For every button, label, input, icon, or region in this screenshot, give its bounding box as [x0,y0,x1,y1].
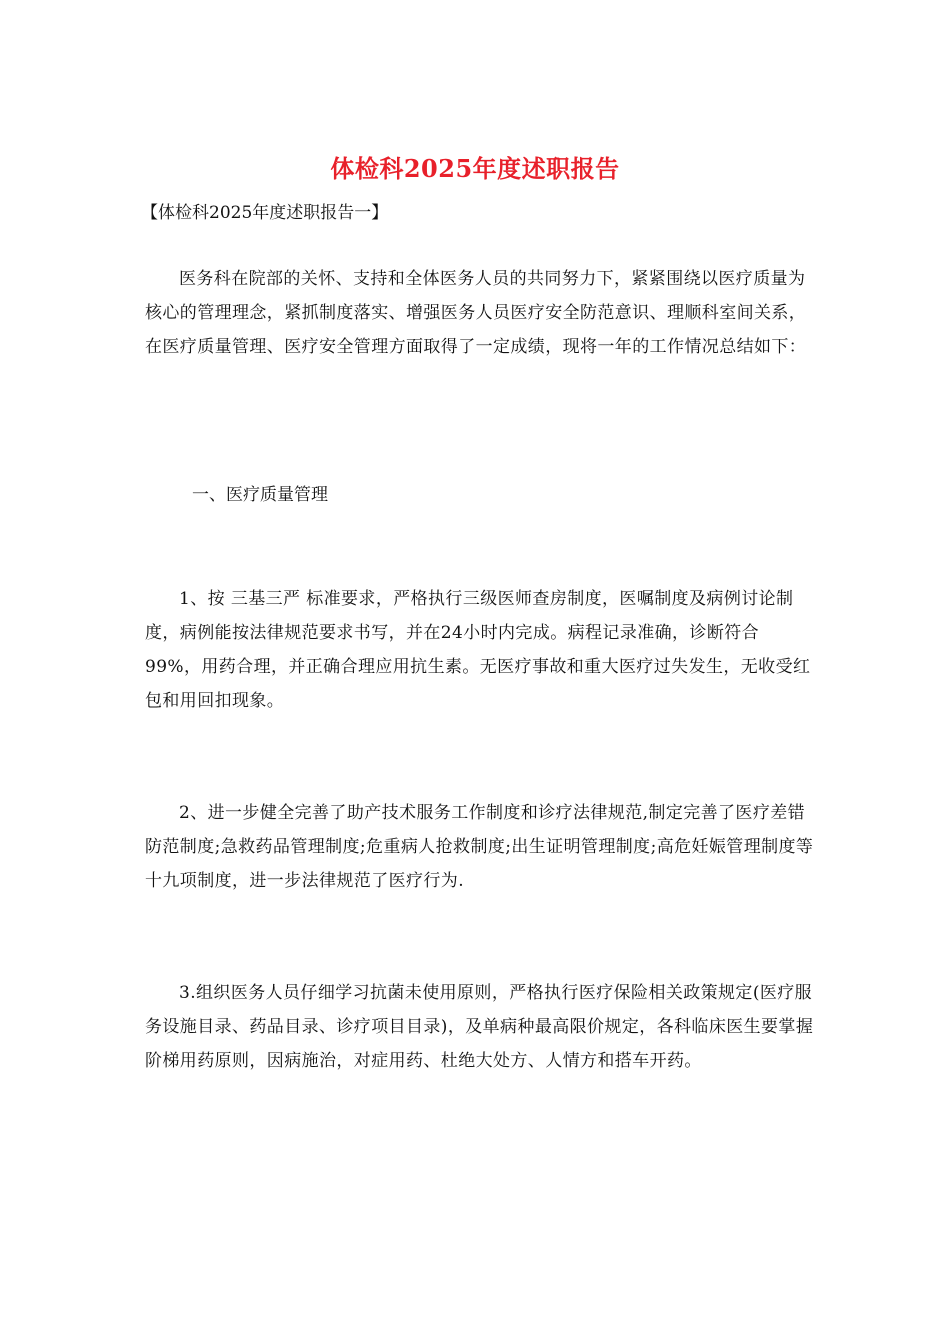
document-title: 体检科2025年度述职报告 [330,154,620,183]
document-subtitle: 【体检科2025年度述职报告一】 [141,203,389,223]
list-item-2: 2、进一步健全完善了助产技术服务工作制度和诊疗法律规范,制定完善了医疗差错防范制度;急救药品管理制度;危重病人抢救制度;出生证明管理制度;高危妊娠管理制度等十九项制度，进一步法律规范了医疗行为. [145,803,814,891]
section-heading-quality: 一、医疗质量管理 [192,485,328,505]
list-item-1: 1、按 三基三严 标准要求，严格执行三级医师查房制度，医嘱制度及病例讨论制度，病例能按法律规范要求书写，并在24小时内完成。病程记录准确，诊断符合99%，用药合理，并正确合理应用抗生素。无医疗事故和重大医疗过失发生，无收受红包和用回扣现象。 [145,589,811,711]
intro-paragraph: 医务科在院部的关怀、支持和全体医务人员的共同努力下，紧紧围绕以医疗质量为核心的管理理念，紧抓制度落实、增强医务人员医疗安全防范意识、理顺科室间关系，在医疗质量管理、医疗安全管理方面取得了一定成绩，现将一年的工作情况总结如下： [145,269,807,357]
list-item-3: 3.组织医务人员仔细学习抗菌未使用原则，严格执行医疗保险相关政策规定(医疗服务设施目录、药品目录、诊疗项目目录)，及单病种最高限价规定，各科临床医生要掌握阶梯用药原则，因病施治，对症用药、杜绝大处方、人情方和搭车开药。 [145,983,814,1071]
